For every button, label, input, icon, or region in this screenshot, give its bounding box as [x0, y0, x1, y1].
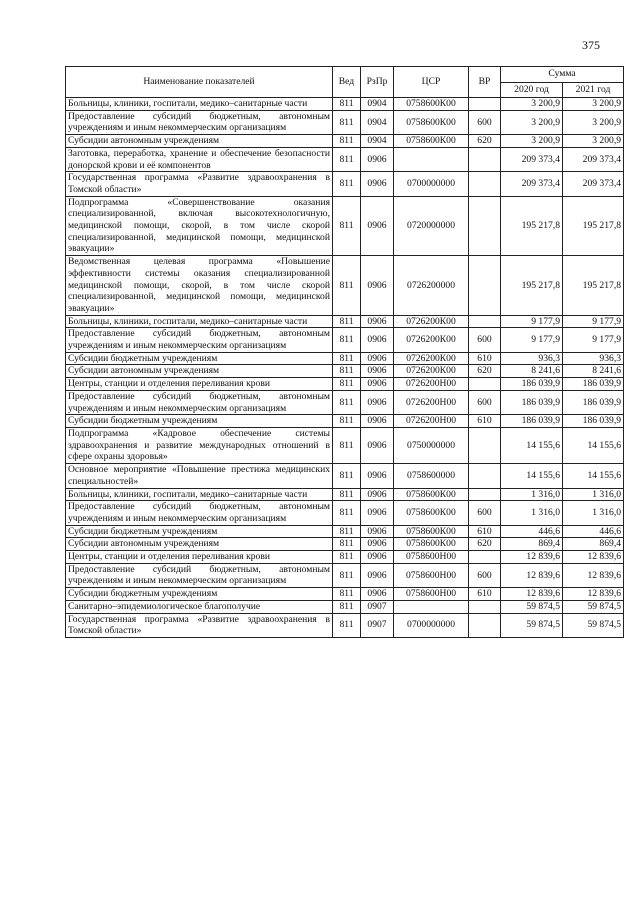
table-row: [66, 488, 624, 501]
row-name: Государственная программа «Развитие здравоохранения в Томской области»: [66, 172, 333, 196]
table-row: [66, 538, 624, 551]
row-name: Предоставление субсидий бюджетным, автономным учреждениям и иным некоммерческим организациям: [66, 563, 333, 587]
row-csr: 0758600Н00: [394, 551, 469, 564]
row-ved: 811: [333, 588, 361, 601]
table-row: [66, 147, 624, 171]
row-rzpr: 0906: [361, 378, 394, 391]
table-row: [66, 501, 624, 525]
row-sum-2021: 9 177,9: [563, 328, 624, 352]
row-sum-2021: 195 217,8: [563, 196, 624, 256]
table-row: [66, 563, 624, 587]
table-row: [66, 172, 624, 196]
row-sum-2021: 209 373,4: [563, 172, 624, 196]
row-sum-2020: 3 200,9: [501, 98, 563, 111]
row-ved: 811: [333, 135, 361, 148]
row-ved: 811: [333, 525, 361, 538]
header-csr: ЦСР: [394, 67, 469, 98]
table-row: [66, 110, 624, 134]
row-sum-2021: 14 155,6: [563, 464, 624, 488]
row-sum-2020: 936,3: [501, 352, 563, 365]
row-vr: [469, 256, 501, 316]
row-sum-2020: 59 874,5: [501, 600, 563, 613]
row-sum-2020: 1 316,0: [501, 488, 563, 501]
row-sum-2021: 8 241,6: [563, 365, 624, 378]
row-sum-2020: 3 200,9: [501, 135, 563, 148]
row-sum-2020: 8 241,6: [501, 365, 563, 378]
row-ved: 811: [333, 352, 361, 365]
row-sum-2020: 209 373,4: [501, 147, 563, 171]
row-sum-2020: 14 155,6: [501, 427, 563, 463]
row-ved: 811: [333, 256, 361, 316]
header-year-2021: 2021 год: [563, 82, 624, 98]
row-sum-2020: 195 217,8: [501, 196, 563, 256]
row-rzpr: 0906: [361, 315, 394, 328]
row-sum-2021: 186 039,9: [563, 415, 624, 428]
row-name: Субсидии автономным учреждениям: [66, 135, 333, 148]
table-body: [66, 98, 624, 638]
row-ved: 811: [333, 328, 361, 352]
row-csr: 0726200Н00: [394, 390, 469, 414]
row-csr: 0758600К00: [394, 110, 469, 134]
row-rzpr: 0906: [361, 563, 394, 587]
row-rzpr: 0906: [361, 551, 394, 564]
row-sum-2021: 12 839,6: [563, 563, 624, 587]
row-vr: [469, 98, 501, 111]
row-vr: [469, 427, 501, 463]
row-sum-2020: 1 316,0: [501, 501, 563, 525]
row-sum-2021: 209 373,4: [563, 147, 624, 171]
row-sum-2020: 12 839,6: [501, 563, 563, 587]
row-sum-2021: 936,3: [563, 352, 624, 365]
table-row: [66, 415, 624, 428]
row-rzpr: 0906: [361, 588, 394, 601]
row-ved: 811: [333, 172, 361, 196]
row-sum-2021: 186 039,9: [563, 390, 624, 414]
table-row: [66, 256, 624, 316]
row-sum-2021: 59 874,5: [563, 613, 624, 637]
row-vr: 610: [469, 525, 501, 538]
row-name: Ведомственная целевая программа «Повышение эффективности системы оказания специализированной медицинской помощи, скорой, в том числе скорой специализированной, медицинской помощи, медицинской эвакуации»: [66, 256, 333, 316]
row-csr: 0758600К00: [394, 98, 469, 111]
row-rzpr: 0906: [361, 328, 394, 352]
table-row: [66, 525, 624, 538]
row-csr: 0726200Н00: [394, 378, 469, 391]
row-vr: 620: [469, 135, 501, 148]
row-sum-2020: 12 839,6: [501, 588, 563, 601]
row-name: Предоставление субсидий бюджетным, автономным учреждениям и иным некоммерческим организациям: [66, 110, 333, 134]
row-csr: 0700000000: [394, 613, 469, 637]
table-row: [66, 135, 624, 148]
row-csr: 0726200Н00: [394, 415, 469, 428]
row-name: Субсидии автономным учреждениям: [66, 538, 333, 551]
row-name: Предоставление субсидий бюджетным, автономным учреждениям и иным некоммерческим организациям: [66, 501, 333, 525]
header-vr: ВР: [469, 67, 501, 98]
row-ved: 811: [333, 501, 361, 525]
row-name: Заготовка, переработка, хранение и обеспечение безопасности донорской крови и её компонентов: [66, 147, 333, 171]
row-name: Центры, станции и отделения переливания крови: [66, 551, 333, 564]
row-vr: 610: [469, 415, 501, 428]
row-vr: 620: [469, 365, 501, 378]
row-sum-2021: 12 839,6: [563, 551, 624, 564]
row-sum-2020: 186 039,9: [501, 390, 563, 414]
row-ved: 811: [333, 147, 361, 171]
table-row: [66, 98, 624, 111]
row-vr: 610: [469, 588, 501, 601]
row-vr: [469, 147, 501, 171]
row-vr: 600: [469, 501, 501, 525]
row-ved: 811: [333, 315, 361, 328]
row-vr: 610: [469, 352, 501, 365]
table-row: [66, 464, 624, 488]
row-vr: [469, 600, 501, 613]
row-csr: [394, 147, 469, 171]
row-name: Государственная программа «Развитие здравоохранения в Томской области»: [66, 613, 333, 637]
row-rzpr: 0904: [361, 135, 394, 148]
table-row: [66, 196, 624, 256]
row-sum-2021: 59 874,5: [563, 600, 624, 613]
row-vr: 600: [469, 328, 501, 352]
row-csr: 0720000000: [394, 196, 469, 256]
table-row: [66, 328, 624, 352]
table-row: [66, 588, 624, 601]
row-csr: 0726200К00: [394, 328, 469, 352]
row-rzpr: 0906: [361, 488, 394, 501]
row-rzpr: 0907: [361, 600, 394, 613]
row-rzpr: 0907: [361, 613, 394, 637]
row-sum-2020: 209 373,4: [501, 172, 563, 196]
row-sum-2021: 446,6: [563, 525, 624, 538]
row-csr: 0750000000: [394, 427, 469, 463]
row-csr: 0758600Н00: [394, 563, 469, 587]
row-vr: [469, 196, 501, 256]
row-ved: 811: [333, 613, 361, 637]
row-vr: [469, 613, 501, 637]
row-sum-2020: 9 177,9: [501, 315, 563, 328]
table-row: [66, 427, 624, 463]
row-csr: 0758600000: [394, 464, 469, 488]
row-sum-2020: 195 217,8: [501, 256, 563, 316]
row-rzpr: 0906: [361, 256, 394, 316]
row-name: Субсидии бюджетным учреждениям: [66, 415, 333, 428]
row-rzpr: 0906: [361, 172, 394, 196]
row-ved: 811: [333, 98, 361, 111]
row-csr: 0726200К00: [394, 315, 469, 328]
row-rzpr: 0906: [361, 415, 394, 428]
row-ved: 811: [333, 427, 361, 463]
row-ved: 811: [333, 538, 361, 551]
row-sum-2020: 3 200,9: [501, 110, 563, 134]
row-rzpr: 0906: [361, 390, 394, 414]
row-vr: [469, 315, 501, 328]
row-rzpr: 0906: [361, 147, 394, 171]
table-row: [66, 600, 624, 613]
table-row: [66, 365, 624, 378]
row-vr: [469, 464, 501, 488]
row-ved: 811: [333, 563, 361, 587]
row-sum-2020: 869,4: [501, 538, 563, 551]
row-vr: [469, 551, 501, 564]
row-sum-2020: 9 177,9: [501, 328, 563, 352]
header-rzpr: РзПр: [361, 67, 394, 98]
table-row: [66, 551, 624, 564]
page-number: 375: [582, 38, 600, 52]
row-ved: 811: [333, 600, 361, 613]
row-ved: 811: [333, 110, 361, 134]
row-sum-2021: 9 177,9: [563, 315, 624, 328]
row-name: Предоставление субсидий бюджетным, автономным учреждениям и иным некоммерческим организациям: [66, 390, 333, 414]
row-rzpr: 0906: [361, 538, 394, 551]
row-ved: 811: [333, 196, 361, 256]
row-sum-2021: 12 839,6: [563, 588, 624, 601]
row-name: Основное мероприятие «Повышение престижа медицинских специальностей»: [66, 464, 333, 488]
header-name: Наименование показателей: [66, 67, 333, 98]
row-vr: 600: [469, 390, 501, 414]
row-sum-2021: 3 200,9: [563, 98, 624, 111]
row-csr: 0758600К00: [394, 538, 469, 551]
row-sum-2020: 186 039,9: [501, 415, 563, 428]
row-rzpr: 0906: [361, 365, 394, 378]
row-rzpr: 0906: [361, 464, 394, 488]
table-row: [66, 315, 624, 328]
row-rzpr: 0906: [361, 196, 394, 256]
row-ved: 811: [333, 390, 361, 414]
row-ved: 811: [333, 464, 361, 488]
row-name: Подпрограмма «Кадровое обеспечение системы здравоохранения и развитие международных отношений в сфере охраны здоровья»: [66, 427, 333, 463]
row-vr: 620: [469, 538, 501, 551]
row-csr: 0726200000: [394, 256, 469, 316]
row-vr: [469, 172, 501, 196]
row-sum-2020: 186 039,9: [501, 378, 563, 391]
row-sum-2021: 3 200,9: [563, 110, 624, 134]
row-vr: 600: [469, 110, 501, 134]
row-csr: 0726200К00: [394, 365, 469, 378]
header-ved: Вед: [333, 67, 361, 98]
row-ved: 811: [333, 488, 361, 501]
row-sum-2021: 195 217,8: [563, 256, 624, 316]
row-vr: 600: [469, 563, 501, 587]
row-sum-2021: 1 316,0: [563, 488, 624, 501]
row-name: Больницы, клиники, госпитали, медико–санитарные части: [66, 488, 333, 501]
row-sum-2021: 1 316,0: [563, 501, 624, 525]
row-csr: 0726200К00: [394, 352, 469, 365]
row-rzpr: 0904: [361, 110, 394, 134]
row-ved: 811: [333, 378, 361, 391]
row-sum-2020: 59 874,5: [501, 613, 563, 637]
header-sum: Сумма: [501, 67, 624, 83]
row-csr: 0758600К00: [394, 135, 469, 148]
header-year-2020: 2020 год: [501, 82, 563, 98]
row-csr: 0700000000: [394, 172, 469, 196]
budget-table: [65, 66, 624, 638]
row-sum-2021: 14 155,6: [563, 427, 624, 463]
row-sum-2021: 3 200,9: [563, 135, 624, 148]
row-ved: 811: [333, 365, 361, 378]
table-row: [66, 390, 624, 414]
row-name: Санитарно–эпидемиологическое благополучие: [66, 600, 333, 613]
table-row: [66, 352, 624, 365]
row-name: Больницы, клиники, госпитали, медико–санитарные части: [66, 315, 333, 328]
row-name: Субсидии бюджетным учреждениям: [66, 525, 333, 538]
row-ved: 811: [333, 551, 361, 564]
row-rzpr: 0904: [361, 98, 394, 111]
table-row: [66, 378, 624, 391]
row-name: Субсидии автономным учреждениям: [66, 365, 333, 378]
row-csr: 0758600Н00: [394, 588, 469, 601]
row-csr: 0758600К00: [394, 488, 469, 501]
table-row: [66, 613, 624, 637]
row-csr: 0758600К00: [394, 501, 469, 525]
row-rzpr: 0906: [361, 427, 394, 463]
row-ved: 811: [333, 415, 361, 428]
row-sum-2021: 186 039,9: [563, 378, 624, 391]
row-csr: [394, 600, 469, 613]
row-rzpr: 0906: [361, 352, 394, 365]
row-csr: 0758600К00: [394, 525, 469, 538]
row-sum-2020: 12 839,6: [501, 551, 563, 564]
row-name: Больницы, клиники, госпитали, медико–санитарные части: [66, 98, 333, 111]
row-name: Центры, станции и отделения переливания крови: [66, 378, 333, 391]
row-rzpr: 0906: [361, 525, 394, 538]
row-sum-2020: 446,6: [501, 525, 563, 538]
row-rzpr: 0906: [361, 501, 394, 525]
row-name: Субсидии бюджетным учреждениям: [66, 352, 333, 365]
row-vr: [469, 488, 501, 501]
row-vr: [469, 378, 501, 391]
row-name: Подпрограмма «Совершенствование оказания специализированной, включая высокотехнологичную, медицинской помощи, скорой, в том числе скорой специализированной, медицинской помощи, медицинской эвакуации»: [66, 196, 333, 256]
row-name: Предоставление субсидий бюджетным, автономным учреждениям и иным некоммерческим организациям: [66, 328, 333, 352]
row-sum-2021: 869,4: [563, 538, 624, 551]
row-name: Субсидии бюджетным учреждениям: [66, 588, 333, 601]
row-sum-2020: 14 155,6: [501, 464, 563, 488]
